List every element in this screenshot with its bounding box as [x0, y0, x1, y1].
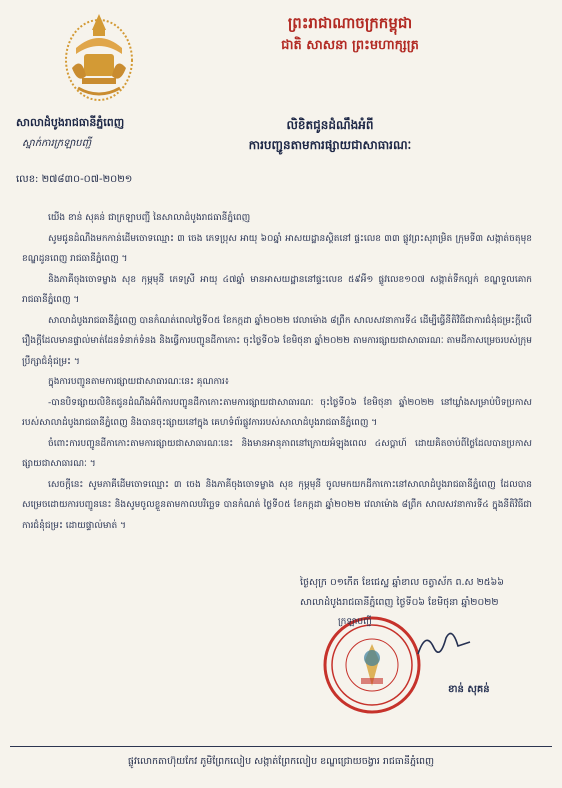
signer-name: ខាន់ សុគន់ — [448, 684, 490, 695]
body-paragraph: សាលាដំបូងរាជធានីភ្នំពេញ បានកំណត់ពេលថ្ងៃទី០៥ ខែកក្កដា ឆ្នាំ២០២២ វេលាម៉ោង ៨ព្រឹក សាលសវនាការទី៤ ដើម្បីធ្វើនីតិវិធីជាការជំនុំជម្រះក្តីលើរឿងក្តីដែលមានផ្ទាល់មាត់ដែនទំនាក់ទំនង និងធ្វើការបញ្ជូនដីកាកោះ ចុះថ្ងៃទី០៦ ខែមិថុនា ឆ្នាំ២០២២ តាមការផ្សាយជាសាធារណៈ តាមដីកាសម្រេចរបស់ក្រុមប្រឹក្សាជំនុំជម្រះ ។ — [22, 315, 532, 367]
body-paragraph: សូមជូនដំណឹងមកកាន់ដើមចោទឈ្មោះ ៣ ចេង ភេទប្រុស អាយុ ៦០ឆ្នាំ អាសយដ្ឋានស្ថិតនៅ ផ្ទះលេខ ៣៣ ផ្លូវព្រះសុរាម្រិត ក្រុមទី៣ សង្កាត់ចតុមុខ ខណ្ឌដូនពេញ រាជធានីភ្នំពេញ ។ — [22, 233, 532, 264]
document-title: លិខិតជូនដំណឹងអំពី — [286, 118, 374, 132]
body-paragraph: ចំពោះការបញ្ជូនដីកាកោះតាមការផ្សាយជាសាធារណៈនេះ និងមានអានុភាពនៅក្រោយអំឡុងពេល ៤សប្តាហ៍ ដោយគិតចាប់ពីថ្ងៃដែលបានប្រកាសផ្សាយជាសាធារណៈ ។ — [22, 438, 532, 469]
office-name: ស្នាក់ការក្រឡាបញ្ជី — [22, 138, 92, 149]
body-paragraph: សេចក្តីនេះ សូមភាគីដើមចោទឈ្មោះ ៣ ចេង និងភាគីចុងចោទម្ខាង សុខ កុម្ភមុនី ចូលមកយកដីកាកោះនៅសាលាដំបូងរាជធានីភ្នំពេញ ដែលបានសម្រេចដោយការបញ្ជូននេះ និងសូមចូលខ្លួនតាមកាលបរិច្ឆេទ បានកំណត់ ថ្ងៃទី០៥ ខែកក្កដា ឆ្នាំ២០២២ វេលាម៉ោង ៨ព្រឹក សាលសវនាការទី៤ ក្នុងនីតិវិធីជាការជំនុំជម្រះ ដោយផ្ទាល់មាត់ ។ — [22, 479, 532, 531]
body-paragraph: -បានបិទផ្សាយលិខិតជូនដំណឹងអំពីការបញ្ជូនដីកាកោះតាមការផ្សាយជាសាធារណៈ ចុះថ្ងៃទី០៦ ខែមិថុនា ឆ្នាំ២០២២ នៅឃ្លាំងសម្រាប់បិទប្រកាសរបស់សាលាដំបូងរាជធានីភ្នំពេញ និងបានចុះផ្សាយនៅក្នុង គេហទំព័រផ្លូវការរបស់សាលាដំបូងរាជធានីភ្នំពេញ ។ — [22, 397, 532, 428]
lunar-date: ថ្ងៃសុក្រ ០១កើត ខែជេស្ឋ ឆ្នាំខាល ចត្វាស័ក ព.ស ២៥៦៦ — [300, 577, 504, 588]
signer-title: ក្រឡាបញ្ជី — [338, 617, 372, 627]
body-paragraph: ក្នុងការបញ្ជូនតាមការផ្សាយជាសាធារណៈនេះ គុណការ៖ — [48, 377, 229, 387]
court-seal-icon — [321, 614, 423, 716]
national-motto: ជាតិ សាសនា ព្រះមហាក្សត្រ — [281, 38, 419, 53]
reference-number: លេខ: ២៧៨៣០-០៧-២០២១ — [16, 174, 133, 185]
signature-icon — [414, 624, 474, 664]
footer-address: ផ្លូវលោកតាហ៊ុយកែវ ភូមិព្រែកលៀប សង្កាត់ព្រែកលៀប ខណ្ឌជ្រោយចង្វារ រាជធានីភ្នំពេញ — [127, 756, 435, 767]
document-subtitle: ការបញ្ជូនតាមការផ្សាយជាសាធារណៈ — [248, 138, 412, 152]
body-paragraph: យើង ខាន់ សុគន់ ជាក្រឡាបញ្ជី នៃសាលាដំបូងរាជធានីភ្នំពេញ — [48, 213, 251, 223]
solar-date: សាលាដំបូងរាជធានីភ្នំពេញ ថ្ងៃទី០៦ ខែមិថុនា ឆ្នាំ២០២២ — [300, 597, 499, 608]
letter-body — [22, 208, 532, 536]
royal-emblem-icon — [62, 8, 136, 104]
body-paragraph: និងភាគីចុងចោទម្ខាង សុខ កុម្ភមុនី ភេទស្រី អាយុ ៤៧ឆ្នាំ មានអាសយដ្ឋាននៅផ្ទះលេខ ៥៩អឺ១ ផ្លូវលេខ១០៧ សង្កាត់ទឹកល្អក់ ខណ្ឌទួលគោក រាជធានីភ្នំពេញ ។ — [22, 274, 532, 305]
footer-divider — [10, 746, 552, 747]
kingdom-heading: ព្រះរាជាណាចក្រកម្ពុជា — [287, 14, 413, 32]
court-name: សាលាដំបូងរាជធានីភ្នំពេញ — [16, 116, 125, 129]
